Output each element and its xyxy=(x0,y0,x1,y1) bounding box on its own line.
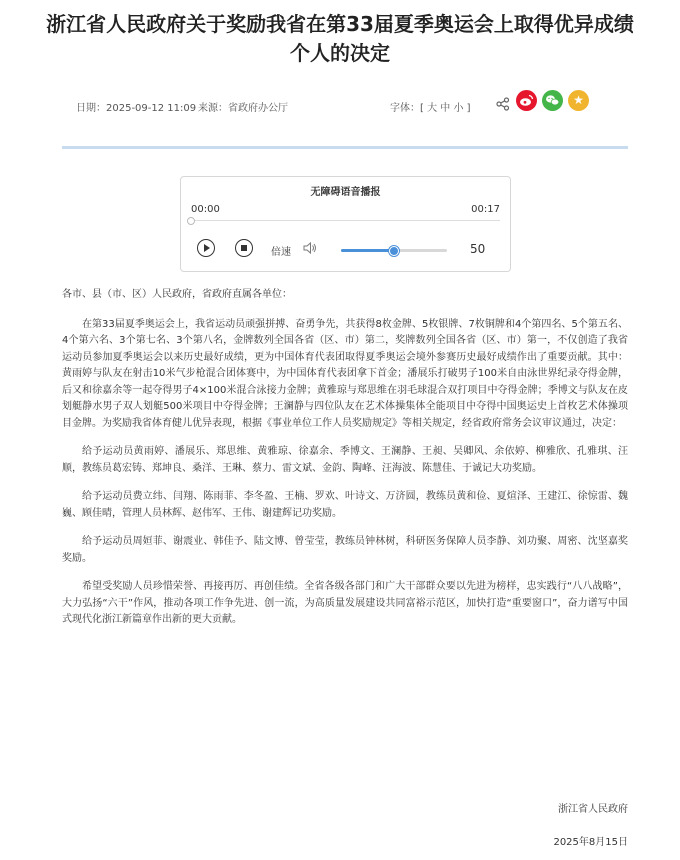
progress-handle[interactable] xyxy=(187,217,195,225)
article-meta xyxy=(76,93,616,114)
stop-button[interactable] xyxy=(235,239,253,257)
font-large-link[interactable]: 大 xyxy=(427,103,438,114)
favorite-share-button[interactable] xyxy=(568,90,589,111)
volume-icon[interactable] xyxy=(303,240,317,254)
current-time: 00:00 xyxy=(191,204,220,215)
player-title: 无障碍语音播报 xyxy=(310,187,381,198)
signature: 浙江省人民政府 xyxy=(558,804,628,815)
salutation: 各市、县（市、区）人民政府，省政府直属各单位： xyxy=(62,289,292,300)
font-size-switcher xyxy=(390,99,471,114)
star-icon: ★ xyxy=(573,93,584,107)
volume-fill xyxy=(341,249,394,252)
wechat-icon xyxy=(542,90,563,111)
volume-slider[interactable] xyxy=(341,249,447,252)
wechat-share-button[interactable] xyxy=(542,90,563,111)
source-label: 来源： xyxy=(198,103,228,114)
sign-date: 2025年8月15日 xyxy=(553,837,628,848)
source-value: 省政府办公厅 xyxy=(228,103,288,114)
font-medium-link[interactable]: 中 xyxy=(440,103,451,114)
audio-player xyxy=(180,176,511,272)
speed-button[interactable]: 倍速 xyxy=(271,247,291,258)
page-title: 浙江省人民政府关于奖励我省在第33届夏季奥运会上取得优异成绩个人的决定 xyxy=(46,12,634,65)
share-icon xyxy=(496,97,510,114)
article-body xyxy=(62,287,628,641)
weibo-icon xyxy=(516,90,537,111)
paragraph-commendation: 给予运动员周姮菲、谢震业、韩佳予、陆文博、曾莹莹，教练员钟林树，科研医务保障人员李静、刘功聚、周密、沈坚嘉奖奖励。 xyxy=(62,536,628,564)
progress-track[interactable] xyxy=(191,220,500,221)
duration-time: 00:17 xyxy=(471,204,500,215)
weibo-share-button[interactable] xyxy=(516,90,537,111)
date-value: 2025-09-12 11:09 xyxy=(106,103,197,114)
font-size-label: 字体：[ xyxy=(390,103,424,114)
paragraph-major-merit: 给予运动员黄雨婷、潘展乐、郑思维、黄雅琼、徐嘉余、季博文、王澜静、王昶、吴卿风、余依婷、柳雅欣、孔雅琪、汪顺，教练员葛宏铸、郑坤良、桑洋、王琳、蔡力、雷文斌、金韵、陶峰、汪海波、陈慧佳、于诚记大功奖励。 xyxy=(62,446,628,474)
stop-icon xyxy=(241,245,247,251)
font-small-link[interactable]: 小 xyxy=(453,103,464,114)
header-divider xyxy=(62,146,628,149)
play-icon xyxy=(204,244,210,252)
volume-handle[interactable] xyxy=(389,246,399,256)
play-button[interactable] xyxy=(197,239,215,257)
date-label: 日期： xyxy=(76,103,106,114)
paragraph-intro: 在第33届夏季奥运会上，我省运动员顽强拼搏、奋勇争先，共获得8枚金牌、5枚银牌、7枚铜牌和4个第四名、5个第五名、4个第六名、3个第七名、3个第八名，金牌数列全国各省（区、市）第二，奖牌数列全国各省（区、市）第一，不仅创造了我省运动员参加夏季奥运会以来历史最好成绩，更为中国体育代表团取得夏季奥运会境外参赛历史最好成绩作出了重要贡献。其中：黄雨婷与队友在射击10米气步枪混合团体赛中，为中国体育代表团拿下首金；潘展乐打破男子100米自由泳世界纪录夺得金牌，后又和徐嘉余等一起夺得男子4×100米混合泳接力金牌；黄雅琼与郑思维在羽毛球混合双打项目中夺得金牌；季博文与队友在皮划艇静水男子双人划艇500米项目中夺得金牌；王澜静与四位队友在艺术体操集体全能项目中夺得中国奥运史上首枚艺术体操项目金牌。为奖励我省体育健儿优异表现，根据《事业单位工作人员奖励规定》等相关规定，经省政府常务会议审议通过，决定： xyxy=(62,318,628,429)
font-size-close: ] xyxy=(466,103,471,114)
paragraph-merit: 给予运动员费立纬、闫翔、陈雨菲、李冬盈、王楠、罗欢、叶诗文、万济圆，教练员黄和俭、夏煊泽、王建江、徐惊雷、魏巍、顾佳晴，管理人员林辉、赵伟军、王伟、谢建辉记功奖励。 xyxy=(62,491,628,519)
article-source xyxy=(198,99,288,114)
paragraph-closing: 希望受奖励人员珍惜荣誉、再接再厉、再创佳绩。全省各级各部门和广大干部群众要以先进为榜样，忠实践行“八八战略”，大力弘扬“六干”作风，推动各项工作争先进、创一流，为高质量发展建设共同富裕示范区，加快打造“重要窗口”，奋力谱写中国式现代化浙江新篇章作出新的更大贡献。 xyxy=(62,581,628,625)
publish-date xyxy=(76,99,196,114)
volume-value: 50 xyxy=(470,242,486,256)
